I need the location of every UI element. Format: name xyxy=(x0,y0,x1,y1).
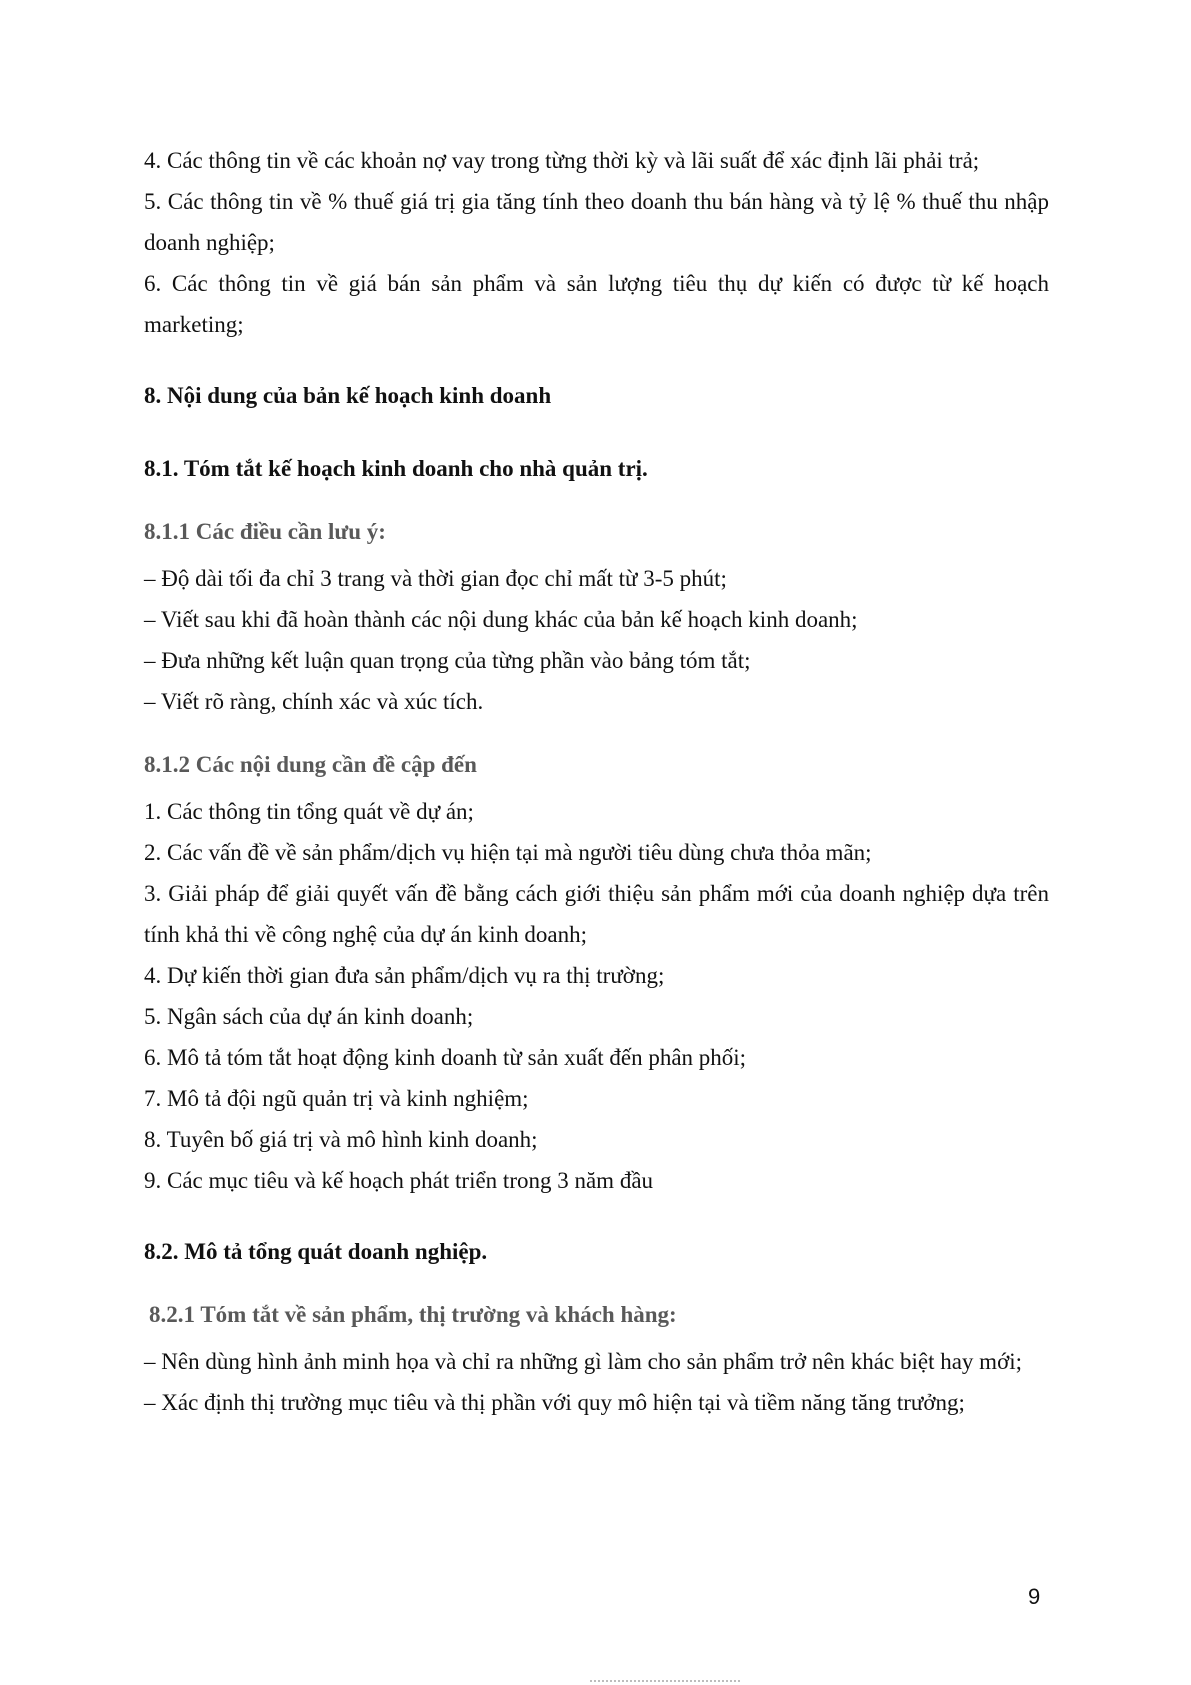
list-item: 6. Các thông tin về giá bán sản phẩm và sản lượng tiêu thụ dự kiến có được từ kế hoạch marketing; xyxy=(144,271,1049,337)
numbered-item: 7. Mô tả đội ngũ quản trị và kinh nghiệm; xyxy=(144,1086,529,1111)
numbered-item: 2. Các vấn đề về sản phẩm/dịch vụ hiện tại mà người tiêu dùng chưa thỏa mãn; xyxy=(144,840,872,865)
section-heading-8-1: 8.1. Tóm tắt kế hoạch kinh doanh cho nhà quản trị. xyxy=(144,456,648,481)
page-content xyxy=(144,140,1049,1423)
subsection-heading-8-1-2: 8.1.2 Các nội dung cần đề cập đến xyxy=(144,752,477,777)
numbered-item: 1. Các thông tin tổng quát về dự án; xyxy=(144,799,474,824)
bullet-item: – Xác định thị trường mục tiêu và thị phần với quy mô hiện tại và tiềm năng tăng trưởng; xyxy=(144,1390,965,1415)
numbered-item: 9. Các mục tiêu và kế hoạch phát triển trong 3 năm đầu xyxy=(144,1168,654,1193)
page-edge-mark xyxy=(590,1680,740,1684)
subsection-heading-8-2-1: 8.2.1 Tóm tắt về sản phẩm, thị trường và khách hàng: xyxy=(149,1302,677,1327)
list-item: 4. Các thông tin về các khoản nợ vay trong từng thời kỳ và lãi suất để xác định lãi phải trả; xyxy=(144,148,980,173)
numbered-item: 8. Tuyên bố giá trị và mô hình kinh doanh; xyxy=(144,1127,538,1152)
bullet-item: – Nên dùng hình ảnh minh họa và chỉ ra những gì làm cho sản phẩm trở nên khác biệt hay mới; xyxy=(144,1349,1023,1374)
numbered-item: 5. Ngân sách của dự án kinh doanh; xyxy=(144,1004,474,1029)
numbered-item: 6. Mô tả tóm tắt hoạt động kinh doanh từ sản xuất đến phân phối; xyxy=(144,1045,747,1070)
bullet-item: – Viết rõ ràng, chính xác và xúc tích. xyxy=(144,689,484,714)
list-item: 5. Các thông tin về % thuế giá trị gia tăng tính theo doanh thu bán hàng và tỷ lệ % thuế thu nhập doanh nghiệp; xyxy=(144,189,1049,255)
page-number: 9 xyxy=(1028,1584,1041,1609)
subsection-heading-8-1-1: 8.1.1 Các điều cần lưu ý: xyxy=(144,519,386,544)
section-heading-8: 8. Nội dung của bản kế hoạch kinh doanh xyxy=(144,383,552,408)
section-heading-8-2: 8.2. Mô tả tổng quát doanh nghiệp. xyxy=(144,1239,488,1264)
bullet-item: – Đưa những kết luận quan trọng của từng phần vào bảng tóm tắt; xyxy=(144,648,751,673)
numbered-item: 4. Dự kiến thời gian đưa sản phẩm/dịch vụ ra thị trường; xyxy=(144,963,665,988)
numbered-item: 3. Giải pháp để giải quyết vấn đề bằng cách giới thiệu sản phẩm mới của doanh nghiệp dựa trên tính khả thi về công nghệ của dự án kinh doanh; xyxy=(144,881,1049,947)
bullet-item: – Viết sau khi đã hoàn thành các nội dung khác của bản kế hoạch kinh doanh; xyxy=(144,607,858,632)
bullet-item: – Độ dài tối đa chỉ 3 trang và thời gian đọc chỉ mất từ 3-5 phút; xyxy=(144,566,727,591)
